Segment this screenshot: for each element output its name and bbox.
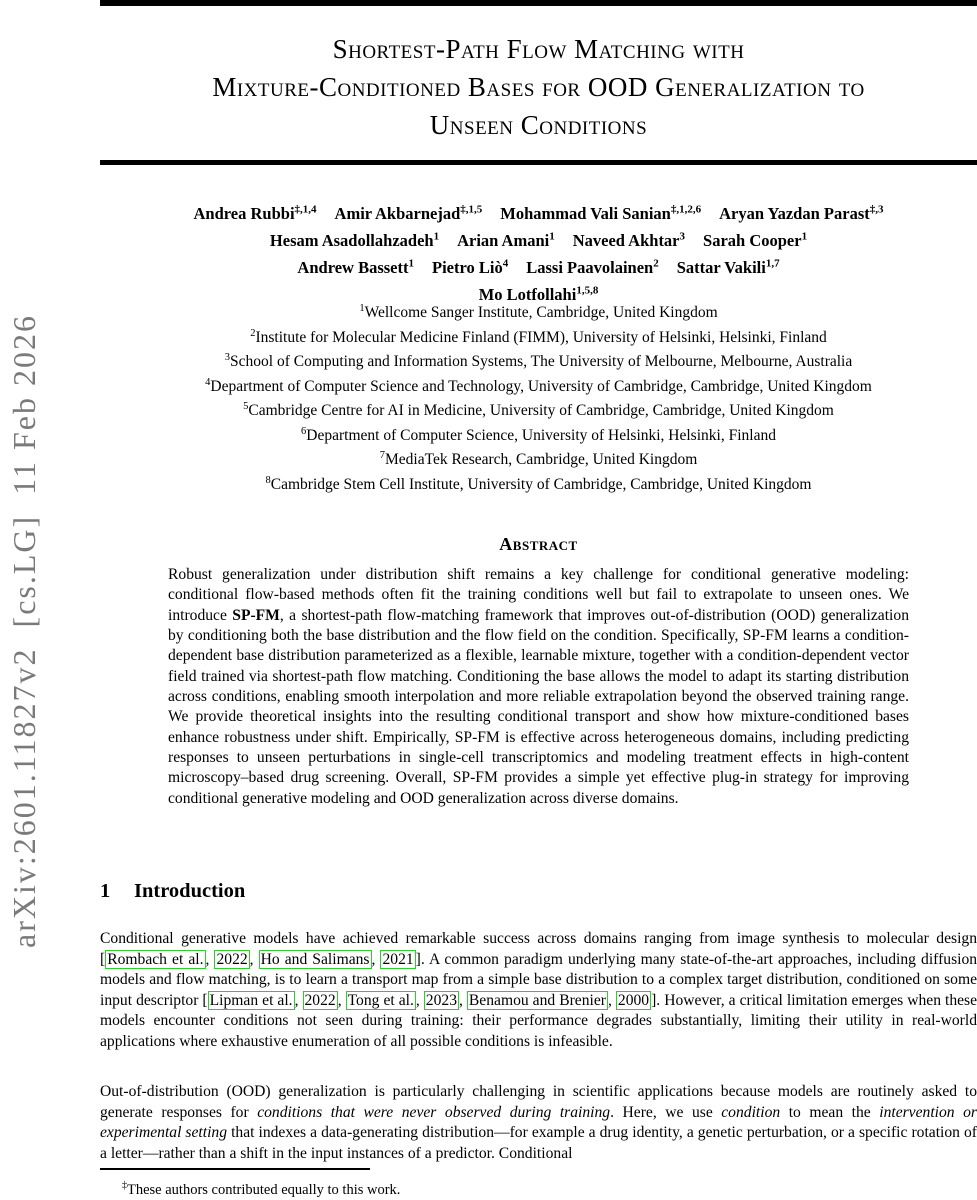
section-title: Introduction (134, 880, 246, 902)
affiliation-line: $^6$Department of Computer Science, University of Helsinki, Helsinki, Finland (301, 425, 776, 444)
author-affiliation-marker: 3 (679, 230, 686, 242)
italic-text: conditions that were never observed during training (257, 1103, 611, 1121)
author-name: Arian Amani$^1$ (457, 230, 555, 250)
author-affiliation-marker: 1,7 (765, 257, 780, 269)
footnote-text: These authors contributed equally to this work. (127, 1181, 401, 1198)
author-row (100, 198, 977, 225)
author-affiliation-marker: 1 (408, 257, 414, 269)
author-affiliation-marker: ‡,1,2,6 (670, 203, 702, 215)
arxiv-watermark: arXiv:2601.11827v2 [cs.LG] 11 Feb 2026 (6, 314, 42, 948)
affiliation-line: $^2$Institute for Molecular Medicine Finland (FIMM), University of Helsinki, Helsinki, Finland (250, 327, 827, 346)
affiliation-line: $^3$School of Computing and Information Systems, The University of Melbourne, Melbourne, Australia (224, 352, 853, 371)
footnote-rule (100, 1168, 370, 1170)
affiliation-marker: 7 (379, 450, 385, 462)
author-row (100, 252, 977, 279)
author-affiliation-marker: ‡,1,5 (460, 203, 483, 215)
citation-link[interactable]: 2023 (425, 991, 457, 1009)
author-name: Amir Akbarnejad$^{\ddagger,1,5}$ (334, 203, 483, 223)
citation-link[interactable]: Ho and Salimans (260, 950, 370, 968)
affiliation-marker: 1 (359, 303, 365, 314)
bold-text: SP-FM (232, 606, 280, 624)
author-name: Andrea Rubbi$^{\ddagger,1,4}$ (193, 203, 317, 223)
citation-link[interactable]: 2021 (382, 950, 414, 968)
author-affiliation-marker: 4 (502, 257, 509, 269)
paper-title-line-2: Mixture-Conditioned Bases for OOD Generalization to (212, 72, 865, 102)
citation-link[interactable]: 2022 (216, 950, 248, 968)
citation-link[interactable]: Rombach et al. (107, 950, 204, 968)
author-affiliation-marker: 1 (549, 230, 555, 242)
author-name: Pietro Liò$^4$ (432, 257, 509, 277)
author-affiliation-marker: ‡,3 (869, 203, 884, 215)
affiliation-marker: 3 (224, 352, 231, 364)
affiliation-line: $^5$Cambridge Centre for AI in Medicine, University of Cambridge, Cambridge, United Kingdom (243, 401, 834, 420)
paper-title-line-1: Shortest-Path Flow Matching with (332, 34, 745, 64)
paper-title (100, 30, 977, 144)
citation-link[interactable]: Benamou and Brenier (468, 991, 606, 1009)
italic-text: condition (721, 1103, 781, 1121)
intro-paragraph-2: Out-of-distribution (OOD) generalization is particularly challenging in scientific applications because models are routinely asked to generate responses for conditions that were never observed during training. Here, we use condition to mean the intervention or experimental setting that indexes a data-generating distribution—for example a drug identity, a genetic perturbation, or a specific rotation of a letter—rather than a shift in the input instances of a predictor. Conditional (100, 1083, 977, 1162)
author-name: Sattar Vakili$^{1,7}$ (676, 257, 780, 277)
author-row (100, 225, 977, 252)
abstract-body: Robust generalization under distribution shift remains a key challenge for conditional generative modeling: conditional flow-based methods often fit the training conditions well but fail to extrapolate to unseen ones. We introduce SP-FM, a shortest-path flow-matching framework that improves out-of-distribution (OOD) generalization by conditioning both the base distribution and the flow field on the condition. Specifically, SP-FM learns a condition-dependent base distribution parameterized as a flexible, learnable mixture, together with a condition-dependent vector field trained via shortest-path flow matching. Conditioning the base allows the model to adapt its starting distribution across conditions, enabling smooth interpolation and more reliable extrapolation beyond the observed training range. We provide theoretical insights into the resulting conditional transport and show how mixture-conditioned bases enhance robustness under shift. Empirically, SP-FM is effective across heterogeneous domains, including predicting responses to unseen perturbations in single-cell transcriptomics and modeling treatment effects in high-content microscopy–based drug screening. Overall, SP-FM provides a simple yet effective plug-in strategy for improving conditional generative modeling and OOD generalization across diverse domains. (168, 566, 909, 807)
author-affiliation-marker: 1,5,8 (576, 284, 599, 296)
author-affiliation-marker: 2 (653, 257, 659, 269)
author-name: Hesam Asadollahzadeh$^1$ (269, 230, 440, 250)
section-heading-introduction (100, 880, 977, 903)
equal-contribution-footnote (100, 1176, 977, 1200)
top-rule (100, 0, 977, 6)
author-name: Lassi Paavolainen$^2$ (526, 257, 659, 277)
author-name: Naveed Akhtar$^3$ (572, 230, 686, 250)
affiliations-block (100, 299, 977, 496)
citation-link[interactable]: Lipman et al. (209, 991, 293, 1009)
author-affiliation-marker: 1 (801, 230, 808, 242)
affiliation-marker: 8 (265, 474, 271, 486)
author-name: Sarah Cooper$^1$ (703, 230, 808, 250)
affiliation-marker: 4 (205, 376, 211, 388)
intro-paragraph-1: Conditional generative models have achieved remarkable success across domains ranging from image synthesis to molecular design [ Rombach et al. , 2022 , Ho and Salimans , 2021 ]. A common paradigm underlying many state-of-the-art approaches, including diffusion models and flow matching, is to learn a transport map from a simple base distribution to a complex target distribution, conditioned on some input descriptor [ Lipman et al. , 2022 , Tong et al. , 2023 , Benamou and Brenier , 2000 ]. However, a critical limitation emerges when these models encounter conditions not seen during training: their performance degrades substantially, limiting their utility in real-world applications where exhaustive enumeration of all possible conditions is infeasible. (100, 930, 977, 1050)
paper-title-line-3: Unseen Conditions (429, 110, 648, 140)
italic-text: intervention or experimental setting (100, 1103, 977, 1141)
affiliation-line: $^1$Wellcome Sanger Institute, Cambridge, United Kingdom (359, 303, 718, 322)
affiliation-line: $^8$Cambridge Stem Cell Institute, University of Cambridge, Cambridge, United Kingdom (265, 474, 812, 494)
citation-link[interactable]: 2000 (617, 991, 650, 1009)
citation-link[interactable]: 2022 (304, 991, 336, 1009)
section-number: 1 (100, 880, 111, 902)
author-name: Andrew Bassett$^1$ (297, 257, 414, 277)
affiliation-marker: 6 (301, 425, 307, 437)
citation-link[interactable]: Tong et al. (347, 991, 414, 1009)
author-name: Mo Lotfollahi$^{1,5,8}$ (478, 284, 599, 304)
affiliation-line: $^7$MediaTek Research, Cambridge, United Kingdom (379, 450, 698, 469)
author-affiliation-marker: ‡,1,4 (294, 203, 317, 215)
author-name: Mohammad Vali Sanian$^{\ddagger,1,2,6}$ (500, 203, 702, 223)
author-name: Aryan Yazdan Parast$^{\ddagger,3}$ (719, 203, 884, 223)
author-affiliation-marker: 1 (433, 230, 440, 242)
affiliation-line: $^4$Department of Computer Science and Technology, University of Cambridge, Cambridge, United Kingdom (205, 376, 872, 395)
footnote-marker: ‡ (122, 1180, 127, 1191)
affiliation-marker: 5 (243, 401, 249, 413)
authors-block (100, 198, 977, 306)
abstract-heading: Abstract (499, 534, 578, 554)
affiliation-marker: 2 (250, 327, 256, 339)
title-rule (100, 160, 977, 165)
